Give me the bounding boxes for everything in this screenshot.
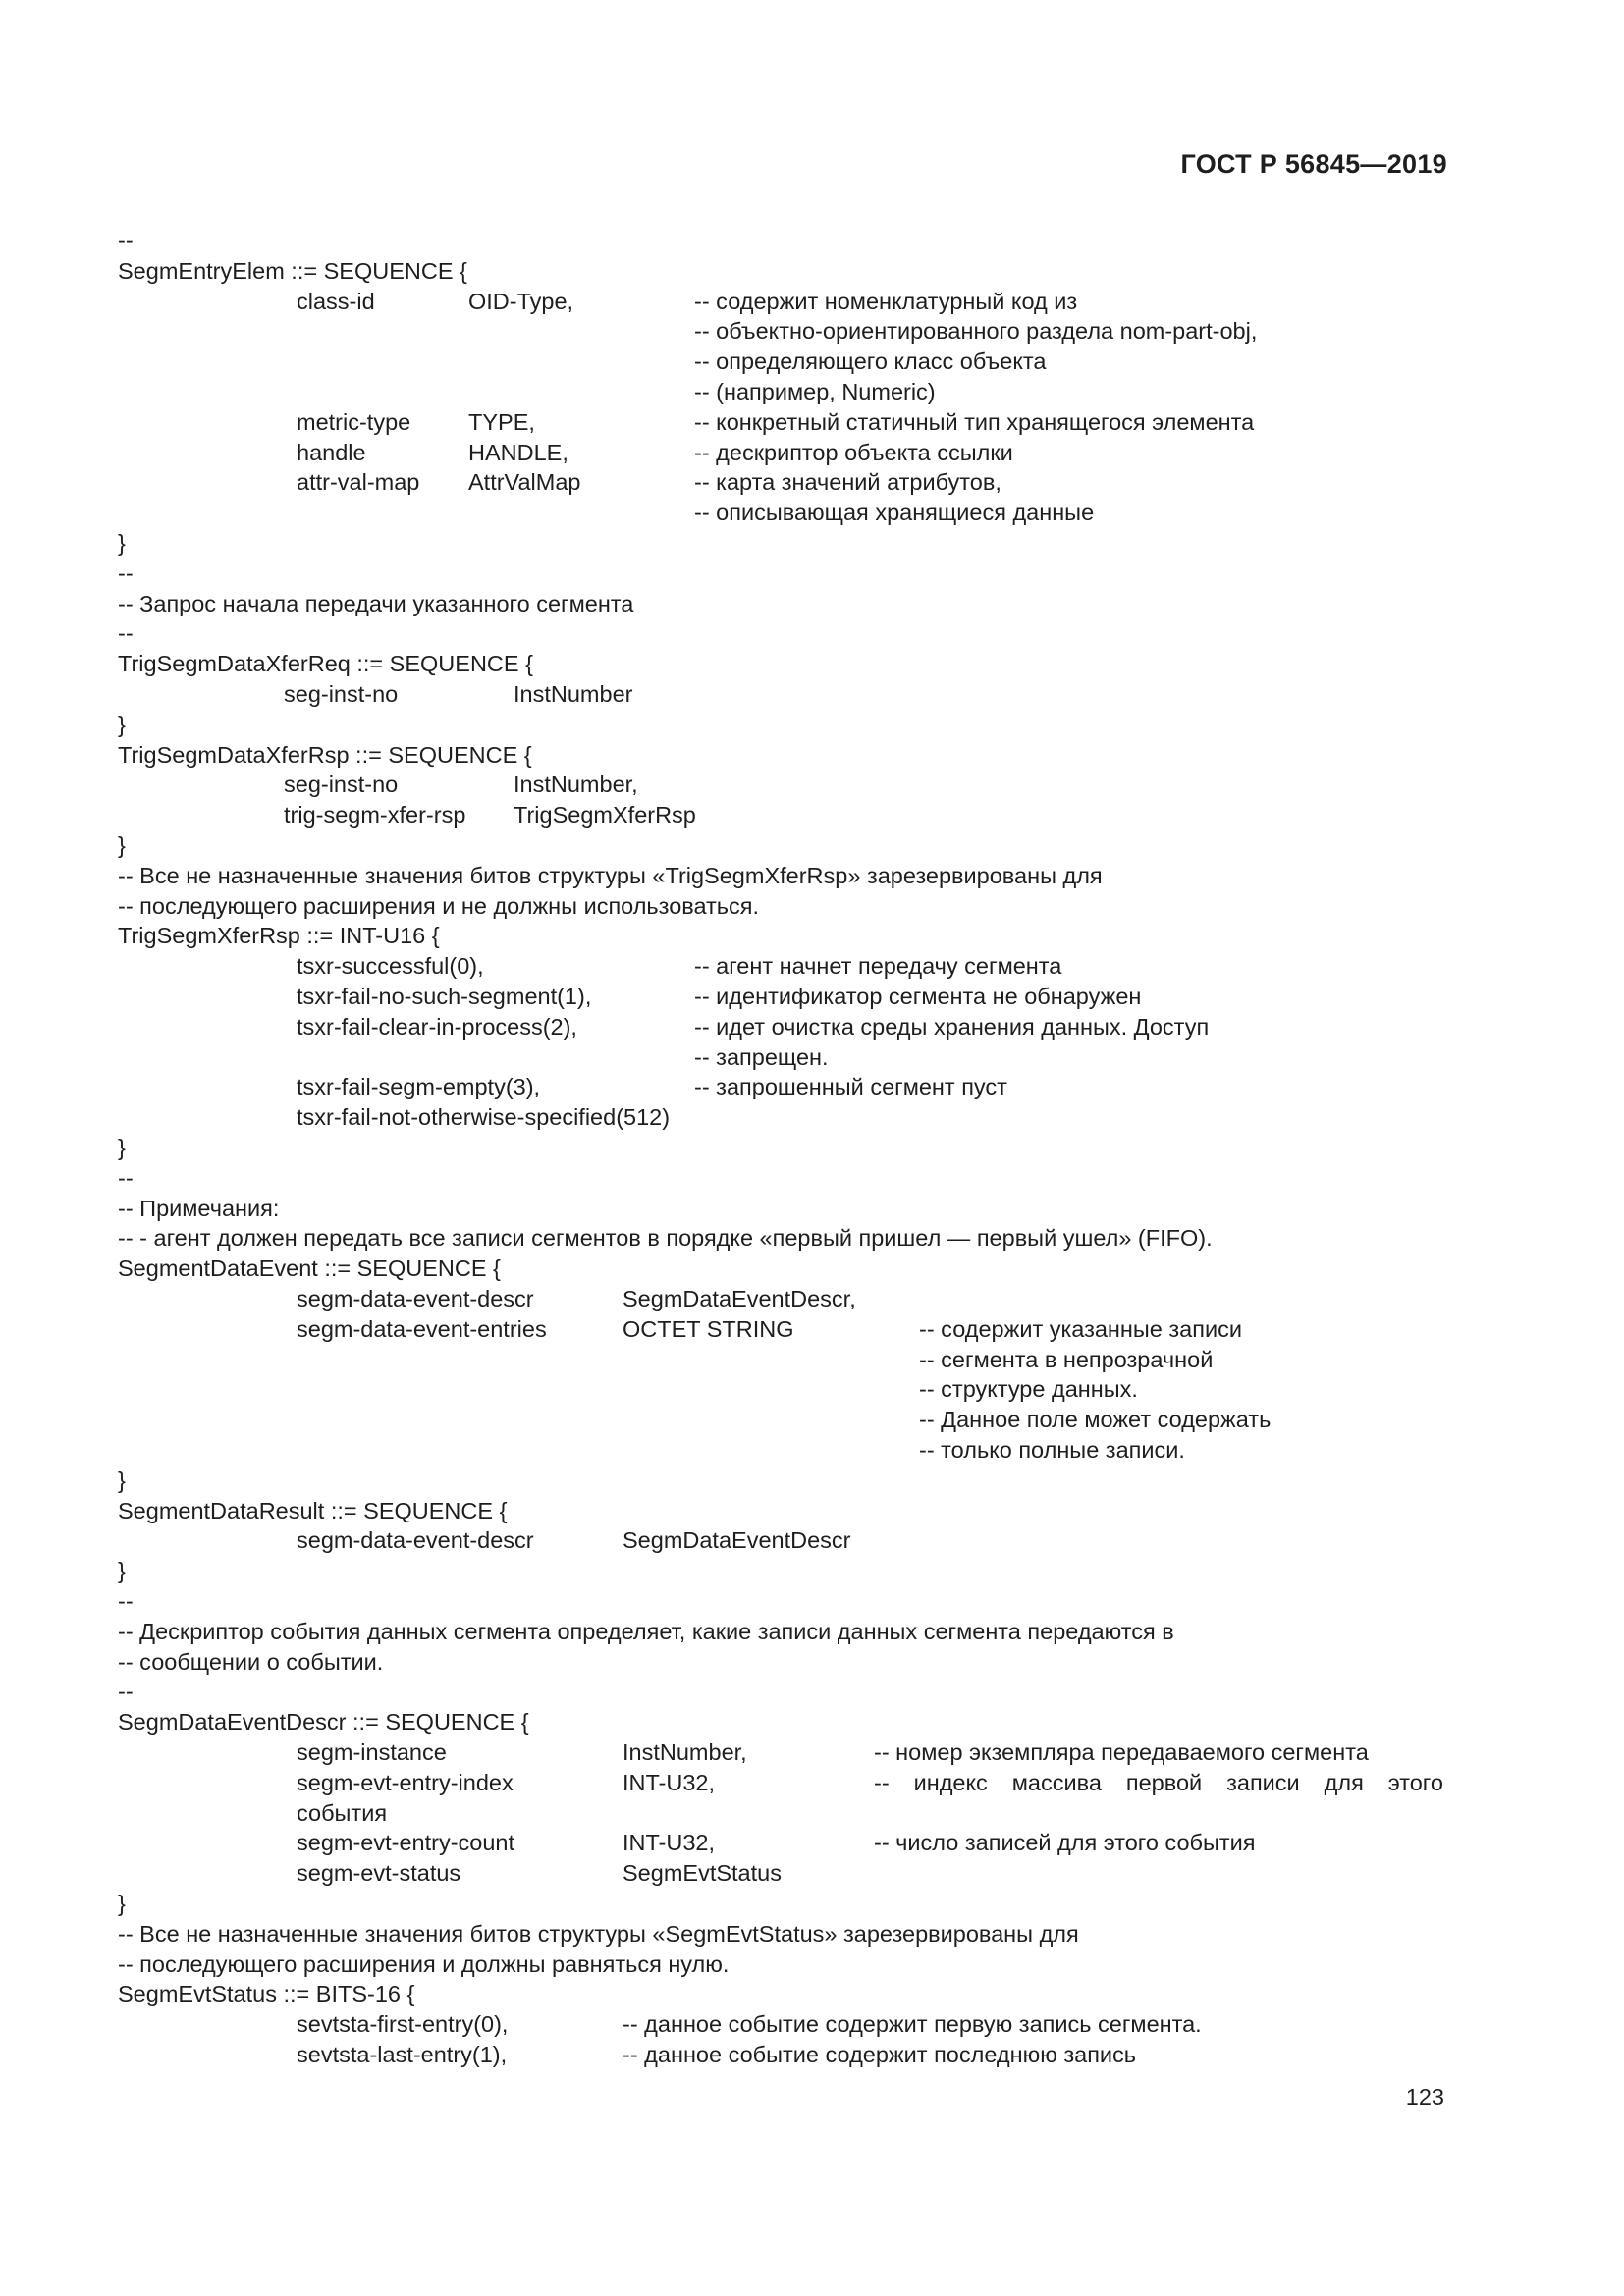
code-segment: }	[118, 1891, 126, 1916]
code-segment: segm-data-event-descr	[297, 1527, 534, 1554]
code-segment: SegmDataEventDescr	[623, 1527, 851, 1554]
code-segment: InstNumber,	[623, 1739, 747, 1765]
code-segment: seg-inst-no	[284, 681, 399, 707]
code-segment: HANDLE,	[468, 439, 568, 465]
code-segment: -- индекс массива первой записи для этого	[874, 1769, 1443, 1795]
code-segment: AttrValMap	[468, 469, 581, 496]
code-segment: -- карта значений атрибутов,	[694, 469, 1001, 496]
code-segment: segm-data-event-descr	[297, 1286, 534, 1311]
code-segment: -- Данное поле может содержать	[919, 1407, 1272, 1433]
code-segment: -- описывающая хранящиеся данные	[694, 500, 1095, 526]
code-segment: SegmEvtStatus ::= BITS-16 {	[118, 1981, 415, 2007]
code-segment: trig-segm-xfer-rsp	[284, 802, 466, 828]
code-segment: -- сегмента в непрозрачной	[919, 1346, 1214, 1372]
code-segment: OCTET STRING	[623, 1315, 794, 1342]
code-segment: -- число записей для этого события	[874, 1830, 1256, 1856]
code-segment: --	[118, 1679, 134, 1705]
code-segment: -- запрещен.	[694, 1043, 829, 1070]
code-segment: segm-evt-entry-count	[297, 1830, 515, 1856]
code-segment: SegmDataEventDescr,	[623, 1286, 856, 1311]
code-segment: -- данное событие содержит последнюю запись	[623, 2042, 1137, 2067]
code-segment: segm-evt-status	[297, 1860, 461, 1887]
code-segment: segm-evt-entry-index	[297, 1769, 514, 1795]
code-segment: -- содержит номенклатурный код из	[694, 288, 1078, 314]
code-segment: --	[118, 620, 134, 647]
code-segment: InstNumber	[514, 681, 633, 707]
code-segment: OID-Type,	[468, 288, 574, 314]
code-segment: -- идет очистка среды хранения данных. Доступ	[694, 1013, 1210, 1040]
code-segment: --	[118, 1588, 134, 1614]
code-segment: INT-U32,	[623, 1769, 716, 1795]
code-segment: --	[118, 228, 134, 253]
code-segment: class-id	[297, 288, 375, 314]
code-segment: SegmentDataEvent ::= SEQUENCE {	[118, 1255, 501, 1282]
code-segment: --	[118, 1164, 134, 1191]
code-segment: -- последующего расширения и должны равняться нулю.	[118, 1950, 730, 1977]
code-segment: SegmEvtStatus	[623, 1860, 782, 1887]
code-segment: INT-U32,	[623, 1830, 716, 1856]
code-segment: segm-data-event-entries	[297, 1315, 547, 1342]
code-segment: tsxr-fail-clear-in-process(2),	[297, 1013, 577, 1040]
code-segment: -- данное событие содержит первую запись сегмента.	[623, 2011, 1202, 2038]
code-segment: }	[118, 1135, 126, 1160]
code-segment: -- запрошенный сегмент пуст	[694, 1074, 1007, 1100]
code-segment: SegmEntryElem ::= SEQUENCE {	[118, 257, 467, 284]
code-segment: -- дескриптор объекта ссылки	[694, 439, 1013, 465]
code-segment: seg-inst-no	[284, 772, 399, 798]
code-segment: -- Примечания:	[118, 1195, 280, 1221]
code-segment: InstNumber,	[514, 772, 638, 798]
code-segment: -- (например, Numeric)	[694, 379, 936, 404]
code-segment: -- сообщении о событии.	[118, 1648, 384, 1675]
code-segment: handle	[297, 439, 366, 465]
code-segment: -- - агент должен передать все записи сегментов в порядке «первый пришел — первый ушел» (FIFO).	[118, 1225, 1213, 1252]
code-segment: -- Все не назначенные значения битов структуры «SegmEvtStatus» зарезервированы для	[118, 1920, 1079, 1947]
code-segment: -- определяющего класс объекта	[694, 348, 1047, 375]
code-segment: TYPE,	[468, 408, 535, 435]
code-segment: SegmDataEventDescr ::= SEQUENCE {	[118, 1709, 529, 1735]
code-segment: }	[118, 832, 126, 858]
code-segment: -- номер экземпляра передаваемого сегмента	[874, 1739, 1369, 1765]
code-segment: -- идентификатор сегмента не обнаружен	[694, 984, 1142, 1009]
code-segment: -- содержит указанные записи	[919, 1315, 1242, 1342]
code-segment: -- Запрос начала передачи указанного сегмента	[118, 590, 634, 616]
code-segment: TrigSegmXferRsp	[514, 802, 696, 828]
code-segment: TrigSegmXferRsp ::= INT-U16 {	[118, 923, 440, 949]
code-segment: tsxr-successful(0),	[297, 953, 484, 980]
code-segment: tsxr-fail-segm-empty(3),	[297, 1074, 541, 1100]
code-segment: sevtsta-last-entry(1),	[297, 2042, 508, 2067]
code-segment: }	[118, 530, 126, 556]
code-segment: -- только полные записи.	[919, 1437, 1185, 1463]
code-segment: }	[118, 711, 126, 737]
code-segment: -- агент начнет передачу сегмента	[694, 953, 1062, 980]
code-segment: TrigSegmDataXferReq ::= SEQUENCE {	[118, 651, 533, 677]
code-segment: -- объектно-ориентированного раздела nom-part-obj,	[694, 318, 1258, 345]
code-segment: события	[297, 1799, 388, 1826]
code-segment: tsxr-fail-no-such-segment(1),	[297, 984, 592, 1009]
code-segment: }	[118, 1467, 126, 1493]
code-segment: -- Дескриптор события данных сегмента определяет, какие записи данных сегмента передаются в	[118, 1618, 1174, 1644]
code-segment: }	[118, 1558, 126, 1584]
code-segment: tsxr-fail-not-otherwise-specified(512)	[297, 1104, 671, 1131]
code-segment: -- Все не назначенные значения битов структуры «TrigSegmXferRsp» зарезервированы для	[118, 862, 1103, 888]
code-segment: segm-instance	[297, 1739, 447, 1765]
page-number: 123	[1405, 2084, 1444, 2109]
document-header: ГОСТ Р 56845—2019	[1180, 149, 1447, 179]
code-segment: SegmentDataResult ::= SEQUENCE {	[118, 1497, 508, 1523]
code-segment: metric-type	[297, 408, 411, 435]
code-segment: attr-val-map	[297, 469, 420, 496]
code-segment: TrigSegmDataXferRsp ::= SEQUENCE {	[118, 741, 532, 768]
code-segment: sevtsta-first-entry(0),	[297, 2011, 509, 2038]
code-segment: -- последующего расширения и не должны использоваться.	[118, 892, 760, 919]
code-segment: --	[118, 560, 134, 586]
code-segment: -- структуре данных.	[919, 1376, 1138, 1403]
code-segment: -- конкретный статичный тип хранящегося элемента	[694, 408, 1255, 435]
